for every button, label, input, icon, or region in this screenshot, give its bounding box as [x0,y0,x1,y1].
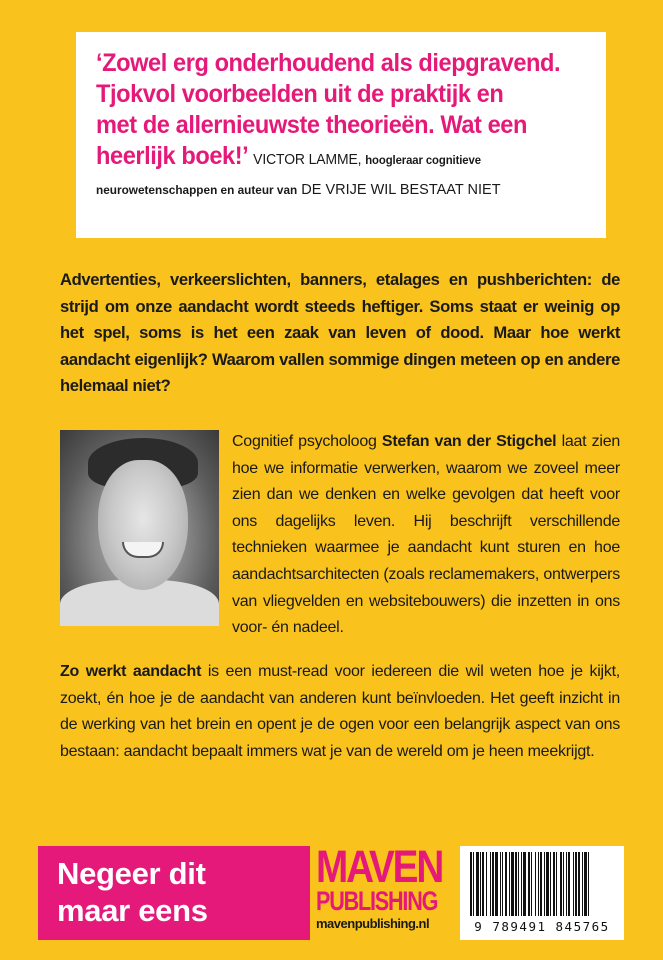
barcode-bar [556,852,557,916]
barcode-bar [553,852,555,916]
quote-line-2: Tjokvol voorbeelden uit de praktijk en [96,81,504,108]
quote-line-1: ‘Zowel erg onderhoudend als diepgravend. [96,50,561,77]
bio-post: laat zien hoe we informatie verwerken, waarom we zoveel meer zien dan we denken en welke gevolgen dat heeft voor ons dagelijks leven. Hij beschrijft verschillende technieken waarmee je aandacht kunt sturen en hoe aandachtsarchitecten (zoals reclamemakers, ontwerpers van vliegvelden en websitebouwers) die inzetten in ons voor- én nadeel. [232,433,621,637]
author-name: VICTOR LAMME, [253,152,362,168]
bio-paragraph [232,429,620,642]
author-role-2: neurowetenschappen en auteur van [96,183,298,197]
author-role: hoogleraar cognitieve [365,153,481,167]
barcode-bar [573,852,574,916]
publisher-name: MAVEN [316,841,443,892]
publisher-subtitle: PUBLISHING [316,886,438,916]
barcode-bar [476,852,479,916]
author-book: DE VRIJE WIL BESTAAT NIET [301,182,501,198]
barcode-bar [540,852,542,916]
barcode-bar [584,852,587,916]
barcode-bar [486,852,487,916]
barcode-bar [490,852,491,916]
barcode-bar [473,852,474,916]
barcode-digits: 9 789491 845765 [474,919,610,934]
barcode-bar [563,852,564,916]
barcode-bar [538,852,539,916]
author-photo [60,430,219,626]
book-title: Zo werkt aandacht [60,663,202,680]
barcode-bar [523,852,526,916]
bio-author-name: Stefan van der Stigchel [381,433,557,450]
barcode-bar [588,852,589,916]
quote-end: heerlijk boek!’ [96,143,247,170]
slogan-line-1: Negeer dit [57,856,206,891]
barcode-bar [502,852,503,916]
barcode-bar [495,852,498,916]
quote-line-3: met de allernieuwste theorieën. Wat een [96,112,527,139]
quote-box [76,32,606,238]
barcode-bar [492,852,494,916]
barcode-bar [505,852,507,916]
quote-author [253,152,481,168]
barcode-bar [582,852,583,916]
barcode-bar [480,852,481,916]
slogan-box [38,846,310,940]
quote-text [96,48,587,176]
barcode-bar [535,852,536,916]
publisher-url: mavenpublishing.nl [316,916,430,931]
barcode-bar [515,852,517,916]
publisher-logo [316,841,452,940]
summary-paragraph [60,659,620,765]
summary-text: is een must-read voor iedereen die wil weten hoe je kijkt, zoekt, én hoe je de aandacht van anderen kunt beïnvloeden. Het geeft inzicht in de werking van het brein en opent je de ogen voor een belangrijk aspect van ons bestaan: aandacht bepaalt immers wat je van de wereld om je heen meekrijgt. [60,663,620,760]
barcode-bar [531,852,532,916]
barcode-bar [546,852,549,916]
intro-paragraph: Advertenties, verkeerslichten, banners, etalages en pushberichten: de strijd om onze aandacht wordt steeds heftiger. Soms staat er weinig op het spel, soms is het een zaak van leven of dood. Maar hoe werkt aandacht eigenlijk? Waarom vallen sommige dingen meteen op en andere helemaal niet? [60,270,620,395]
barcode-bar [575,852,577,916]
quote-line-4 [96,141,587,176]
quote-attribution-line [96,176,588,204]
barcode-bar [544,852,545,916]
slogan-line-2: maar eens [57,893,208,928]
barcode-bar [528,852,530,916]
barcode-bars [464,846,620,918]
barcode [460,846,624,940]
barcode-bar [566,852,567,916]
barcode-bar [509,852,510,916]
barcode-bar [470,852,472,916]
bio-pre: Cognitief psycholoog [232,433,382,450]
barcode-bar [578,852,580,916]
barcode-bar [500,852,501,916]
barcode-bar [518,852,519,916]
barcode-bar [560,852,562,916]
barcode-bar [511,852,514,916]
barcode-bar [550,852,551,916]
barcode-bar [521,852,522,916]
barcode-bar [568,852,570,916]
barcode-bar [482,852,484,916]
photo-face [98,460,188,590]
